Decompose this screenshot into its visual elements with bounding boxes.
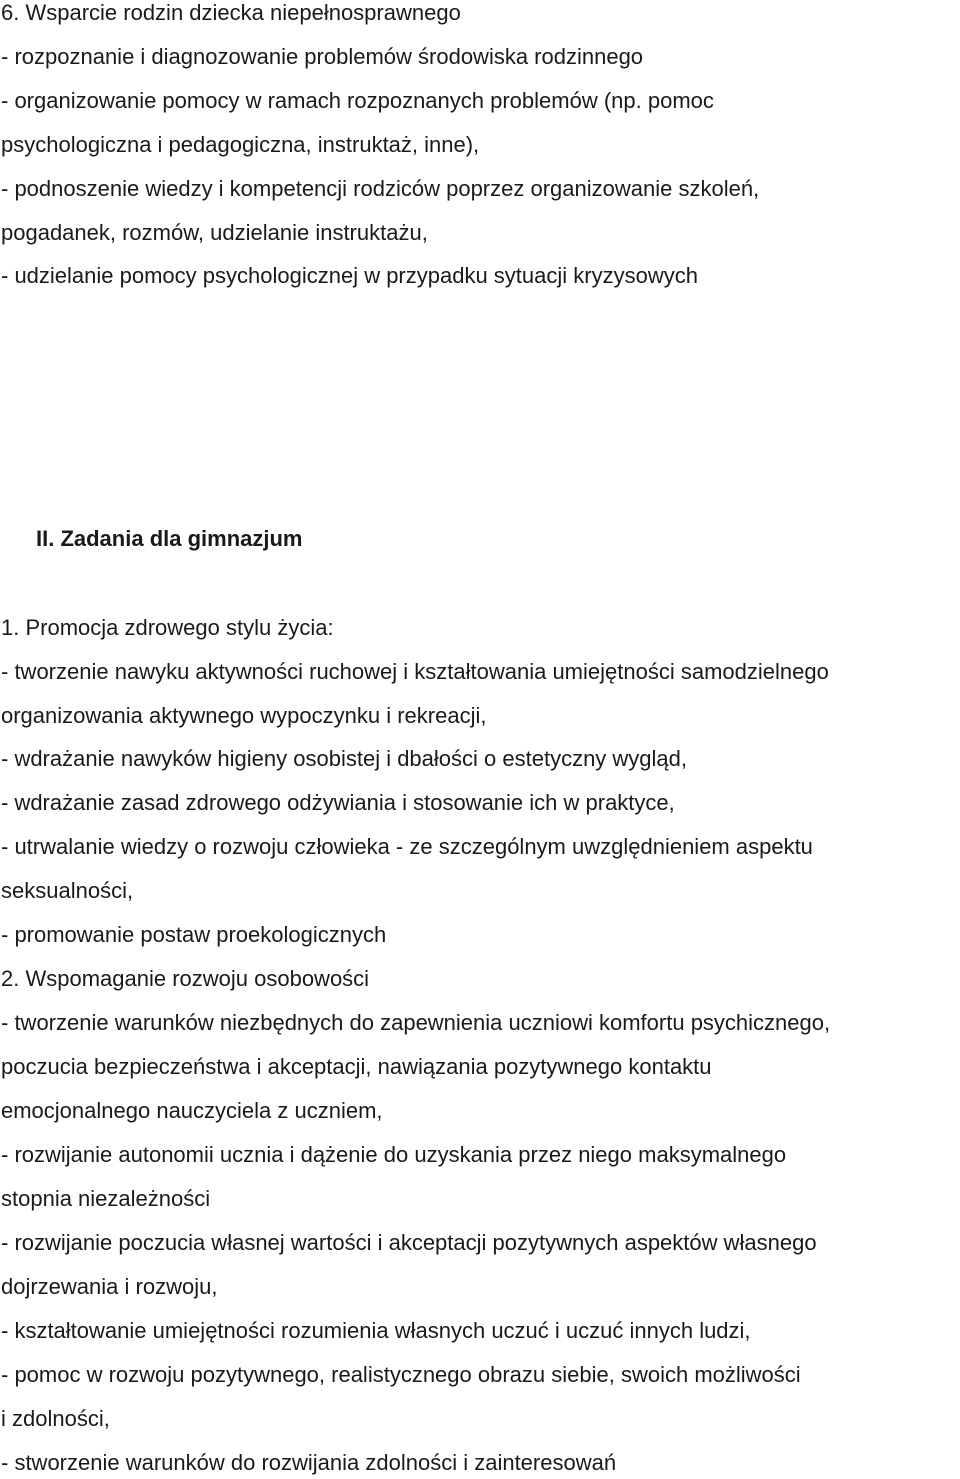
text-line: - rozpoznanie i diagnozowanie problemów środowiska rodzinnego: [1, 44, 644, 69]
text-line: 2. Wspomaganie rozwoju osobowości: [1, 966, 370, 991]
text-line: - utrwalanie wiedzy o rozwoju człowieka - ze szczególnym uwzględnieniem aspektu: [1, 834, 813, 859]
text-line: dojrzewania i rozwoju,: [1, 1274, 218, 1299]
text-line: - kształtowanie umiejętności rozumienia własnych uczuć i uczuć innych ludzi,: [1, 1318, 751, 1343]
text-line: - organizowanie pomocy w ramach rozpoznanych problemów (np. pomoc: [1, 88, 714, 113]
text-line: 1. Promocja zdrowego stylu życia:: [1, 615, 334, 640]
text-line: - tworzenie warunków niezbędnych do zapewnienia uczniowi komfortu psychicznego,: [1, 1010, 831, 1035]
text-line: - podnoszenie wiedzy i kompetencji rodziców poprzez organizowanie szkoleń,: [1, 176, 760, 201]
text-line: pogadanek, rozmów, udzielanie instruktażu,: [1, 220, 428, 245]
text-line: - udzielanie pomocy psychologicznej w przypadku sytuacji kryzysowych: [1, 263, 698, 288]
text-line: emocjonalnego nauczyciela z uczniem,: [1, 1098, 383, 1123]
text-line: - stworzenie warunków do rozwijania zdolności i zainteresowań: [1, 1450, 617, 1475]
text-line: - pomoc w rozwoju pozytywnego, realistycznego obrazu siebie, swoich możliwości: [1, 1362, 801, 1387]
text-line: organizowania aktywnego wypoczynku i rekreacji,: [1, 703, 487, 728]
section-heading: II. Zadania dla gimnazjum: [36, 526, 303, 551]
text-line: - rozwijanie autonomii ucznia i dążenie do uzyskania przez niego maksymalnego: [1, 1142, 787, 1167]
text-line: - tworzenie nawyku aktywności ruchowej i kształtowania umiejętności samodzielnego: [1, 659, 829, 684]
text-line: - wdrażanie nawyków higieny osobistej i dbałości o estetyczny wygląd,: [1, 746, 688, 771]
text-line: stopnia niezależności: [1, 1186, 211, 1211]
text-line: - rozwijanie poczucia własnej wartości i akceptacji pozytywnych aspektów własnego: [1, 1230, 817, 1255]
text-line: seksualności,: [1, 878, 134, 903]
text-line: poczucia bezpieczeństwa i akceptacji, nawiązania pozytywnego kontaktu: [1, 1054, 712, 1079]
text-line: i zdolności,: [1, 1406, 110, 1431]
text-line: - promowanie postaw proekologicznych: [1, 922, 387, 947]
text-line: 6. Wsparcie rodzin dziecka niepełnosprawnego: [1, 0, 461, 25]
text-line: - wdrażanie zasad zdrowego odżywiania i stosowanie ich w praktyce,: [1, 790, 675, 815]
text-line: psychologiczna i pedagogiczna, instruktaż, inne),: [1, 132, 480, 157]
